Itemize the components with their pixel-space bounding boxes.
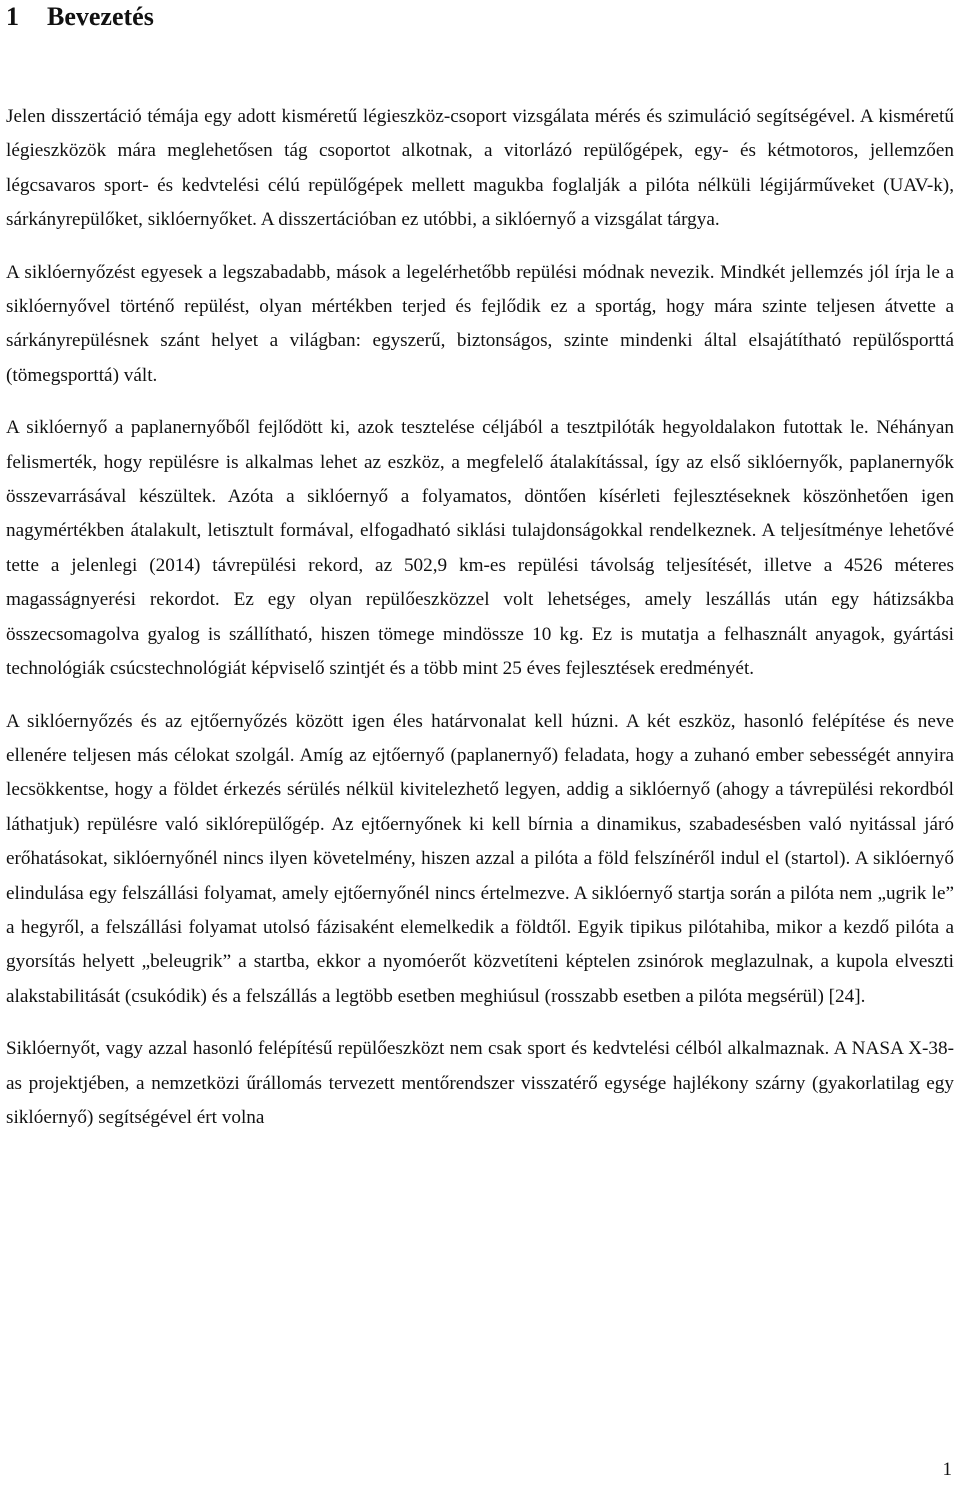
paragraph-parachute-comparison: A siklóernyőzés és az ejtőernyőzés között igen éles határvonalat kell húzni. A két eszköz, hasonló felépítése és neve ellenére teljesen más célokat szolgál. Amíg az ejtőernyő (paplanernyő) feladata, hogy a zuhanó ember sebességét annyira lecsökkentse, hogy a földet érkezés sérülés nélkül kivitelezhető legyen, addig a siklóernyő (ahogy a távrepülési rekordból láthatjuk) repülésre való siklórepülőgép. Az ejtőernyőnek ki kell bírnia a dinamikus, szabadesésben való nyitással járó erőhatásokat, siklóernyőnél nincs ilyen követelmény, hiszen azzal a pilóta a föld felszínéről indul el (startol). A siklóernyő elindulása egy felszállási folyamat, amely ejtőernyőnél nincs értelmezve. A siklóernyő startja során a pilóta nem „ugrik le” a hegyről, a felszállási folyamat utolsó fázisaként elemelkedik a földtől. Egyik tipikus pilótahiba, mikor a kezdő pilóta a gyorsítás helyett „beleugrik” a startba, ekkor a nyomóerőt közvetíteni képtelen zsinórok meglazulnak, a kupola elveszti alakstabilitását (csukódik) és a felszállás a legtöbb esetben meghiúsul (rosszabb esetben a pilóta megsérül) [24]. [6,710,954,1007]
document-page [6,0,954,1128]
paragraph-paragliding-popularity: A siklóernyőzést egyesek a legszabadabb, mások a legelérhetőbb repülési módnak nevezik. Mindkét jellemzés jól írja le a siklóernyővel történő repülést, olyan mértékben terjed és fejlődik ez a sportág, hogy mára szinte teljesen átvette a sárkányrepülésnek szánt helyet a világban: egyszerű, biztonságos, szinte mindenki által elsajátítható repülősporttá (tömegsporttá) vált. [6,261,954,386]
section-title: Bevezetés [47,2,154,31]
paragraph-intro: Jelen disszertáció témája egy adott kisméretű légieszköz-csoport vizsgálata mérés és szimuláció segítségével. A kisméretű légieszközök mára meglehetősen tág csoportot alkotnak, a vitorlázó repülőgépek, egy- és kétmotoros, jellemzően légcsavaros sport- és kedvtelési célú repülőgépek mellett magukba foglalják a pilóta nélküli légijárműveket (UAV-k), sárkányrepülőket, siklóernyőket. A disszertációban ez utóbbi, a siklóernyő a vizsgálat tárgya. [6,106,954,231]
paragraph-other-uses: Siklóernyőt, vagy azzal hasonló felépítésű repülőeszközt nem csak sport és kedvtelési célból alkalmaznak. A NASA X-38-as projektjében, a nemzetközi űrállomás tervezett mentőrendszer visszatérő egysége hajlékony szárny (gyakorlatilag egy siklóernyő) segítségével ért volna [6,1038,954,1128]
section-heading [6,0,954,46]
page-number: 1 [942,1459,952,1480]
body-text [6,100,954,1153]
paragraph-history: A siklóernyő a paplanernyőből fejlődött ki, azok tesztelése céljából a tesztpilóták hegyoldalakon futottak le. Néhányan felismerték, hogy repülésre is alkalmas lehet az eszköz, a megfelelő átalakítással, így az első siklóernyők, paplanernyők összevarrásával készültek. Azóta a siklóernyő a folyamatos, döntően kísérleti fejlesztéseknek köszönhetően igen nagymértékben átalakult, letisztult formával, elfogadható siklási tulajdonságokkal rendelkeznek. A teljesítménye lehetővé tette a jelenlegi (2014) távrepülési rekord, az 502,9 km-es repülési távolság teljesítését, illetve a 4526 méteres magasságnyerési rekordot. Ez egy olyan repülőeszközzel volt lehetséges, amely leszállás után egy hátizsákba összecsomagolva gyalog is szállítható, hiszen tömege mindössze 10 kg. Ez is mutatja a felhasznált anyagok, gyártási technológiák csúcstechnológiát képviselő szintjét és a több mint 25 éves fejlesztések eredményét. [6,417,954,680]
section-number: 1 [6,2,19,31]
